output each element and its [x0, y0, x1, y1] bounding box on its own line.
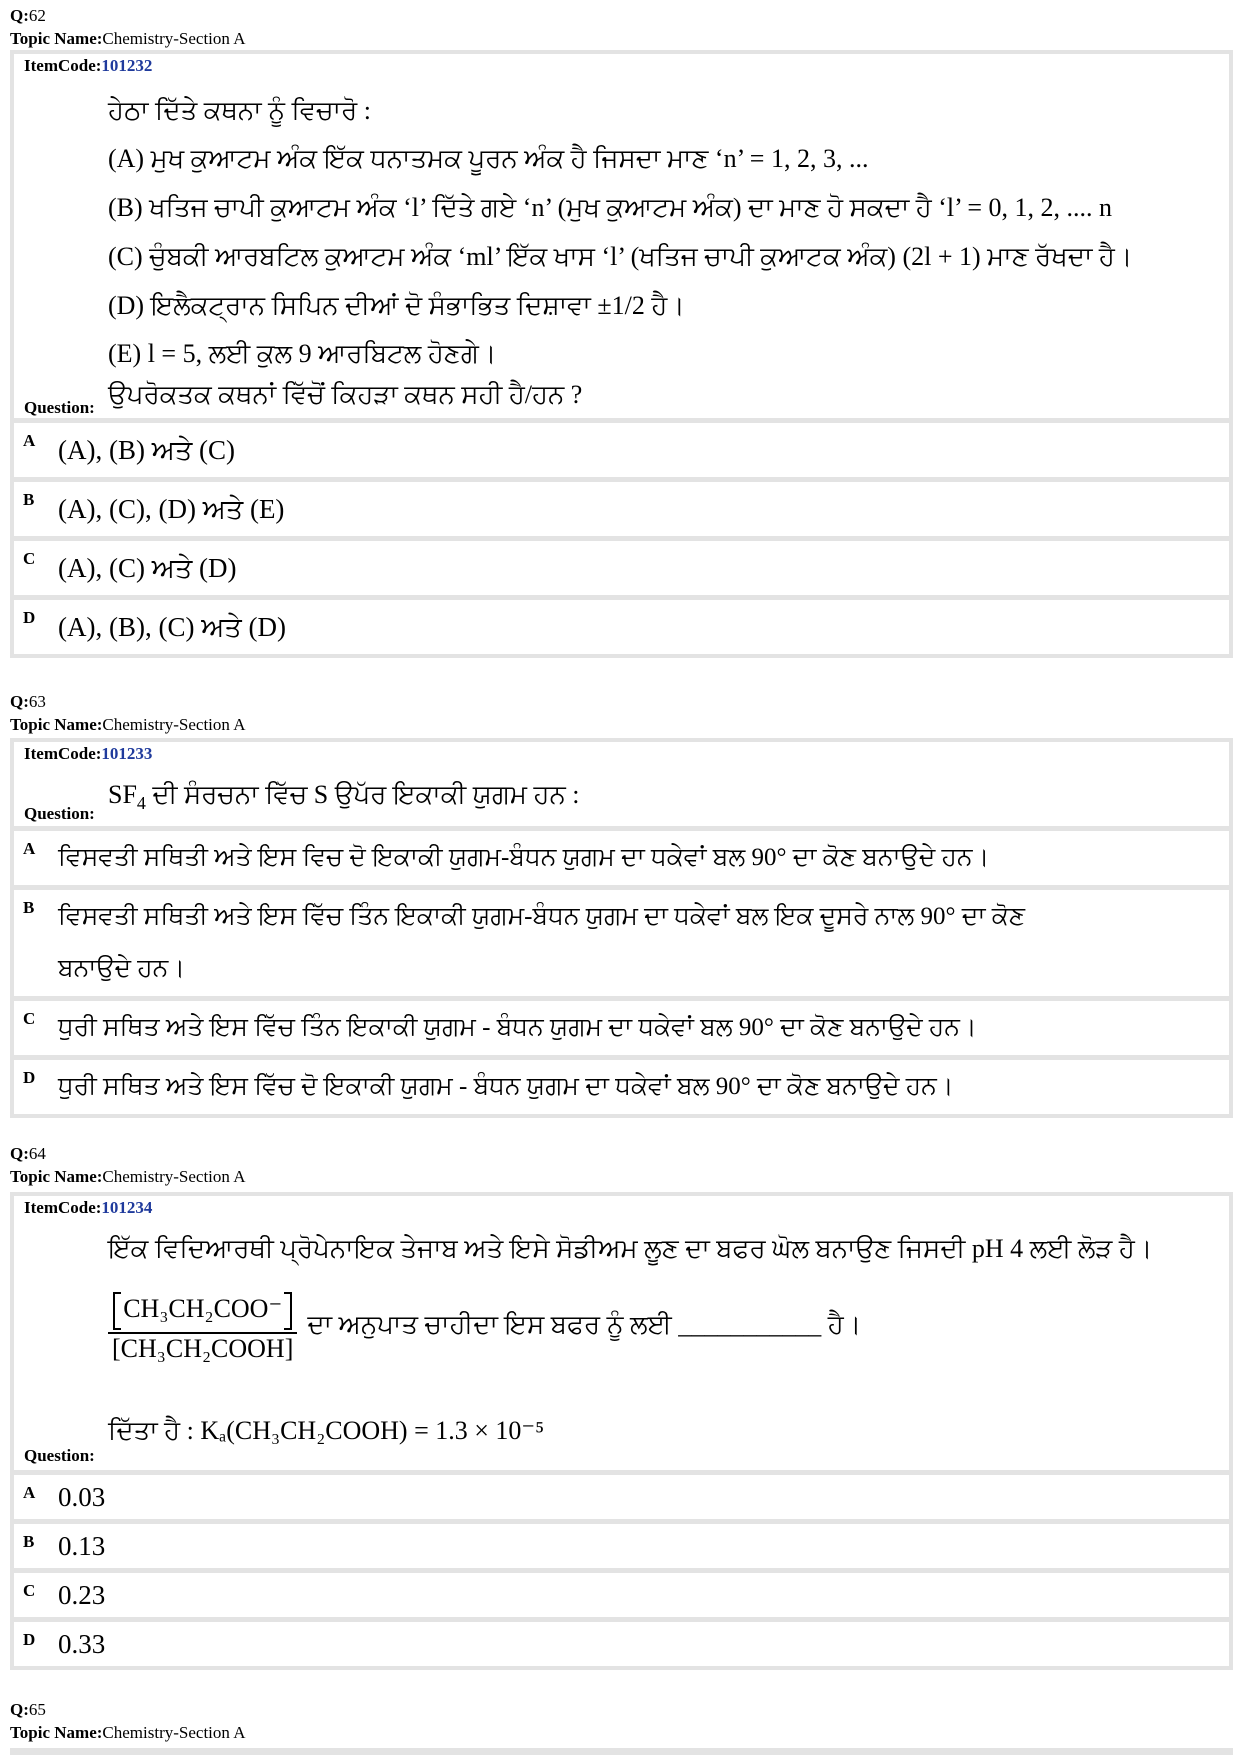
option-text: (A), (C), (D) ਅਤੇ (E): [58, 494, 285, 524]
question-number: 64: [28, 1144, 46, 1163]
question-card-63: [10, 738, 1233, 1118]
option-text: (A), (B) ਅਤੇ (C): [58, 435, 235, 465]
option-a[interactable]: [14, 831, 1229, 885]
option-letter: B: [23, 898, 35, 917]
option-letter: B: [23, 1532, 35, 1551]
ratio-expression: $\frac{\text{CH₃CH₂COO⁻}}{\text{[CH₃CH₂COOH]}}$ ਦਾ ਅਨੁਪਾਤ ਚਾਹੀਦਾ ਇਸ ਬਫਰ ਨੂੰ ਲਈ ___________ ਹੈ।: [108, 1292, 861, 1362]
option-letter: B: [23, 490, 35, 509]
option-text: (A), (C) ਅਤੇ (D): [58, 553, 237, 583]
option-c[interactable]: [14, 541, 1229, 595]
item-code: ItemCode:101233: [24, 744, 153, 763]
question-label: Question:: [24, 398, 95, 417]
question-number: 63: [28, 692, 46, 711]
statement-d: (D) ਇਲੈਕਟ੍ਰਾਨ ਸਿਪਿਨ ਦੀਆਂ ਦੋ ਸੰਭਾਭਿਤ ਦਿਸ਼ਾਵਾ ±1/2 ਹੈ।: [108, 291, 685, 320]
item-code: ItemCode:101232: [24, 56, 153, 75]
topic-name: Chemistry-Section A: [102, 29, 246, 48]
topic-name: Chemistry-Section A: [102, 715, 246, 734]
option-letter: D: [23, 1068, 36, 1087]
option-a[interactable]: [14, 423, 1229, 477]
question-header-65: Q:65 Topic Name:Chemistry-Section A: [10, 1700, 246, 1742]
question-text: ਉਪਰੋਕਤਕ ਕਥਨਾਂ ਵਿੱਚੋਂ ਕਿਹੜਾ ਕਥਨ ਸਹੀ ਹੈ/ਹਨ ?: [108, 380, 583, 409]
statement-c: (C) ਚੁੰਬਕੀ ਆਰਬਟਿਲ ਕੁਆਟਮ ਅੰਕ ‘ml’ ਇੱਕ ਖਾਸ ‘l’ (ਖਤਿਜ ਚਾਪੀ ਕੁਆਟਕ ਅੰਕ) (2l + 1) ਮਾਣ ਰੱਖਦਾ ਹੈ।: [108, 242, 1133, 271]
option-text: 0.13: [58, 1531, 106, 1561]
option-d[interactable]: [14, 1060, 1229, 1114]
question-cell: [14, 1196, 1229, 1470]
option-b[interactable]: [14, 482, 1229, 536]
question-cell: [14, 742, 1229, 826]
option-text: 0.33: [58, 1629, 106, 1659]
option-text: ਵਿਸਵਤੀ ਸਥਿਤੀ ਅਤੇ ਇਸ ਵਿਚ ਦੋ ਇਕਾਕੀ ਯੁਗਮ-ਬੰਧਨ ਯੁਗਮ ਦਾ ਧਕੇਵਾਂ ਬਲ 90° ਦਾ ਕੋਣ ਬਨਾਉਦੇ ਹਨ।: [58, 844, 990, 871]
option-text: (A), (B), (C) ਅਤੇ (D): [58, 612, 286, 642]
question-label: Question:: [24, 1446, 95, 1465]
option-letter: C: [23, 1009, 36, 1028]
question-number: 62: [28, 6, 46, 25]
option-text-line2: ਬਨਾਉਦੇ ਹਨ।: [58, 955, 186, 982]
option-a[interactable]: [14, 1475, 1229, 1519]
option-text: 0.23: [58, 1580, 106, 1610]
option-letter: A: [23, 431, 36, 450]
question-cell: [14, 54, 1229, 418]
option-letter: A: [23, 839, 36, 858]
option-text: 0.03: [58, 1482, 106, 1512]
question-card-65-edge: [10, 1748, 1233, 1755]
topic-name: Chemistry-Section A: [102, 1723, 246, 1742]
option-letter: D: [23, 1630, 36, 1649]
stem-intro: ਹੇਠਾ ਦਿੱਤੇ ਕਥਨਾ ਨੂੰ ਵਿਚਾਰੋ :: [108, 96, 371, 125]
option-letter: C: [23, 1581, 36, 1600]
question-text: $SF_4$ ਦੀ ਸੰਰਚਨਾ ਵਿੱਚ S ਉਪੱਰ ਇਕਾਕੀ ਯੁਗਮ ਹਨ :: [108, 780, 580, 814]
question-label: Question:: [24, 804, 95, 823]
ratio-fraction: $\frac{\text{CH₃CH₂COO⁻}}{\text{[CH₃CH₂COOH]}}$: [108, 1292, 297, 1362]
question-card-62: [10, 50, 1233, 658]
item-code: ItemCode:101234: [24, 1198, 153, 1217]
question-header-62: Q:62 Topic Name:Chemistry-Section A: [10, 6, 246, 48]
question-header-63: Q:63 Topic Name:Chemistry-Section A: [10, 692, 246, 734]
option-d[interactable]: [14, 600, 1229, 654]
question-number: 65: [28, 1700, 46, 1719]
statement-a: (A) ਮੁਖ ਕੁਆਟਮ ਅੰਕ ਇੱਕ ਧਨਾਤਮਕ ਪੂਰਨ ਅੰਕ ਹੈ ਜਿਸਦਾ ਮਾਣ ‘n’ = 1, 2, 3, ...: [108, 144, 869, 173]
statement-b: (B) ਖਤਿਜ ਚਾਪੀ ਕੁਆਟਮ ਅੰਕ ‘l’ ਦਿੱਤੇ ਗਏ ‘n’ (ਮੁਖ ਕੁਆਟਮ ਅੰਕ) ਦਾ ਮਾਣ ਹੋ ਸਕਦਾ ਹੈ ‘l’ = 0, 1, 2, .... n: [108, 193, 1112, 222]
topic-name: Chemistry-Section A: [102, 1167, 246, 1186]
option-text: ਧੁਰੀ ਸਥਿਤ ਅਤੇ ਇਸ ਵਿੱਚ ਤਿੰਨ ਇਕਾਕੀ ਯੁਗਮ - ਬੰਧਨ ਯੁਗਮ ਦਾ ਧਕੇਵਾਂ ਬਲ 90° ਦਾ ਕੋਣ ਬਨਾਉਦੇ ਹਨ।: [58, 1014, 977, 1041]
given-ka: ਦਿੱਤਾ ਹੈ : Kₐ(CH₃CH₂COOH) = 1.3 × 10⁻⁵: [108, 1416, 545, 1445]
statement-e: (E) l = 5, ਲਈ ਕੁਲ 9 ਆਰਬਿਟਲ ਹੋਣਗੇ।: [108, 339, 497, 368]
option-c[interactable]: [14, 1001, 1229, 1055]
option-b[interactable]: [14, 1524, 1229, 1568]
option-letter: D: [23, 608, 36, 627]
option-text: ਵਿਸਵਤੀ ਸਥਿਤੀ ਅਤੇ ਇਸ ਵਿੱਚ ਤਿੰਨ ਇਕਾਕੀ ਯੁਗਮ-ਬੰਧਨ ਯੁਗਮ ਦਾ ਧਕੇਵਾਂ ਬਲ ਇਕ ਦੂਸਰੇ ਨਾਲ 90° ਦਾ ਕੋਣ: [58, 903, 1026, 930]
option-c[interactable]: [14, 1573, 1229, 1617]
option-letter: C: [23, 549, 36, 568]
option-letter: A: [23, 1483, 36, 1502]
question-header-64: Q:64 Topic Name:Chemistry-Section A: [10, 1144, 246, 1186]
option-d[interactable]: [14, 1622, 1229, 1666]
option-text: ਧੁਰੀ ਸਥਿਤ ਅਤੇ ਇਸ ਵਿੱਚ ਦੋ ਇਕਾਕੀ ਯੁਗਮ - ਬੰਧਨ ਯੁਗਮ ਦਾ ਧਕੇਵਾਂ ਬਲ 90° ਦਾ ਕੋਣ ਬਨਾਉਦੇ ਹਨ।: [58, 1073, 954, 1100]
question-card-64: [10, 1192, 1233, 1670]
option-b[interactable]: [14, 890, 1229, 996]
stem-intro: ਇੱਕ ਵਿਦਿਆਰਥੀ ਪ੍ਰੋਪੇਨਾਇਕ ਤੇਜਾਬ ਅਤੇ ਇਸੇ ਸੋਡੀਅਮ ਲੂਣ ਦਾ ਬਫਰ ਘੋਲ ਬਨਾਉਣ ਜਿਸਦੀ pH 4 ਲਈ ਲੋੜ ਹੈ।: [108, 1234, 1153, 1263]
